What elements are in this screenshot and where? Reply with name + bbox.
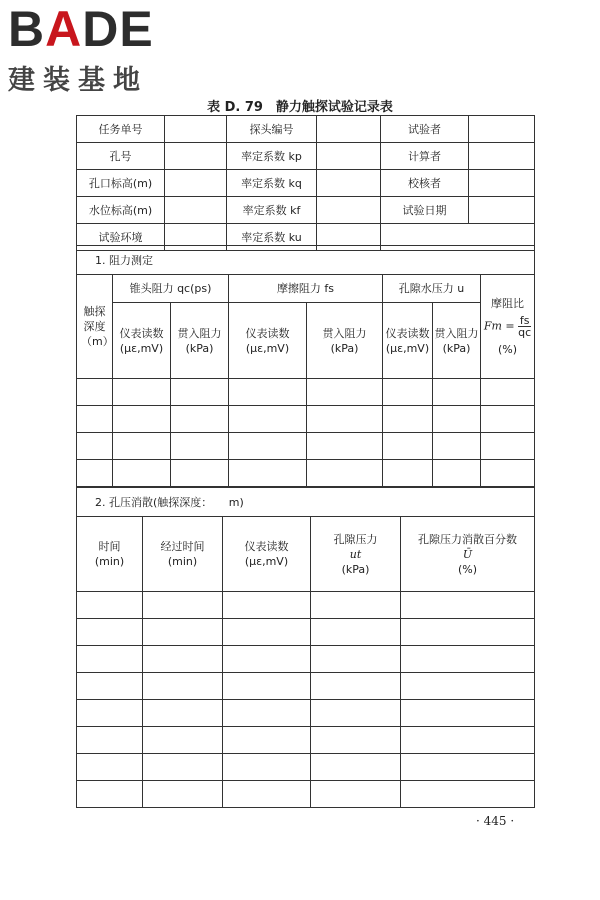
page-number: · 445 · xyxy=(476,814,515,828)
depth-header: 触探深度（m） xyxy=(77,275,113,379)
task-no-label: 任务单号 xyxy=(77,116,165,143)
info-table xyxy=(76,115,535,251)
table-row xyxy=(77,673,535,700)
dis-reading-header: 仪表读数 (με,mV) xyxy=(223,517,311,592)
tester-value xyxy=(469,116,535,143)
table-row xyxy=(77,619,535,646)
probe-no-label: 探头编号 xyxy=(227,116,317,143)
table-row xyxy=(77,646,535,673)
friction-reading-header: 仪表读数 (με,mV) xyxy=(229,303,307,379)
table-row xyxy=(77,460,535,487)
cone-pen-header: 贯入阻力 (kPa) xyxy=(171,303,229,379)
water-elev-value xyxy=(165,197,227,224)
cone-reading-header: 仪表读数 (με,mV) xyxy=(113,303,171,379)
ratio-label: 摩阻比 xyxy=(491,297,524,310)
hole-no-label: 孔号 xyxy=(77,143,165,170)
logo-text-cn: 建装基地 xyxy=(8,65,148,96)
cal-q-value xyxy=(317,170,381,197)
table-row xyxy=(77,406,535,433)
checker-value xyxy=(469,170,535,197)
probe-no-value xyxy=(317,116,381,143)
pct-header: 孔隙压力消散百分数 Ū (%) xyxy=(401,517,535,592)
pore-pressure-header: 孔隙压力 ut (kPa) xyxy=(311,517,401,592)
logo-text-en: BADE xyxy=(8,1,154,57)
cal-q-label: 率定系数 kq xyxy=(227,170,317,197)
pore-pen-header: 贯入阻力 (kPa) xyxy=(433,303,481,379)
cone-header: 锥头阻力 qc(ps) xyxy=(113,275,229,303)
pore-reading-header: 仪表读数 (με,mV) xyxy=(383,303,433,379)
tester-label: 试验者 xyxy=(381,116,469,143)
ratio-unit: (%) xyxy=(497,343,518,356)
hole-elev-value xyxy=(165,170,227,197)
calculator-value xyxy=(469,143,535,170)
ratio-denominator: qc xyxy=(518,326,532,339)
elapsed-header: 经过时间 (min) xyxy=(143,517,223,592)
env-label: 试验环境 xyxy=(77,224,165,251)
checker-label: 校核者 xyxy=(381,170,469,197)
calculator-label: 计算者 xyxy=(381,143,469,170)
water-elev-label: 水位标高(m) xyxy=(77,197,165,224)
cal-u-label: 率定系数 ku xyxy=(227,224,317,251)
ratio-header xyxy=(481,275,535,379)
table-row xyxy=(77,592,535,619)
friction-pen-header: 贯入阻力 (kPa) xyxy=(307,303,383,379)
resistance-table xyxy=(76,245,535,487)
cal-p-value xyxy=(317,143,381,170)
logo xyxy=(8,1,154,97)
table-title: 表 D. 79 静力触探试验记录表 xyxy=(207,100,393,115)
test-date-label: 试验日期 xyxy=(381,197,469,224)
ratio-numerator: fs xyxy=(519,314,530,327)
table-row xyxy=(77,781,535,808)
pore-header: 孔隙水压力 u xyxy=(383,275,481,303)
cal-f-value xyxy=(317,197,381,224)
cal-p-label: 率定系数 kp xyxy=(227,143,317,170)
cal-f-label: 率定系数 kf xyxy=(227,197,317,224)
table-row xyxy=(77,700,535,727)
dissipation-table xyxy=(76,487,535,808)
test-date-value xyxy=(469,197,535,224)
table-row xyxy=(77,754,535,781)
hole-no-value xyxy=(165,143,227,170)
hole-elev-label: 孔口标高(m) xyxy=(77,170,165,197)
task-no-value xyxy=(165,116,227,143)
resistance-section-title: 1. 阻力测定 xyxy=(77,246,535,275)
table-row xyxy=(77,727,535,754)
table-row xyxy=(77,379,535,406)
dissipation-section-title: 2. 孔压消散(触探深度： m) xyxy=(77,488,535,517)
ratio-formula xyxy=(481,315,534,338)
ratio-lhs: Fm = xyxy=(483,319,515,333)
friction-header: 摩擦阻力 fs xyxy=(229,275,383,303)
time-header: 时间 (min) xyxy=(77,517,143,592)
table-row xyxy=(77,433,535,460)
